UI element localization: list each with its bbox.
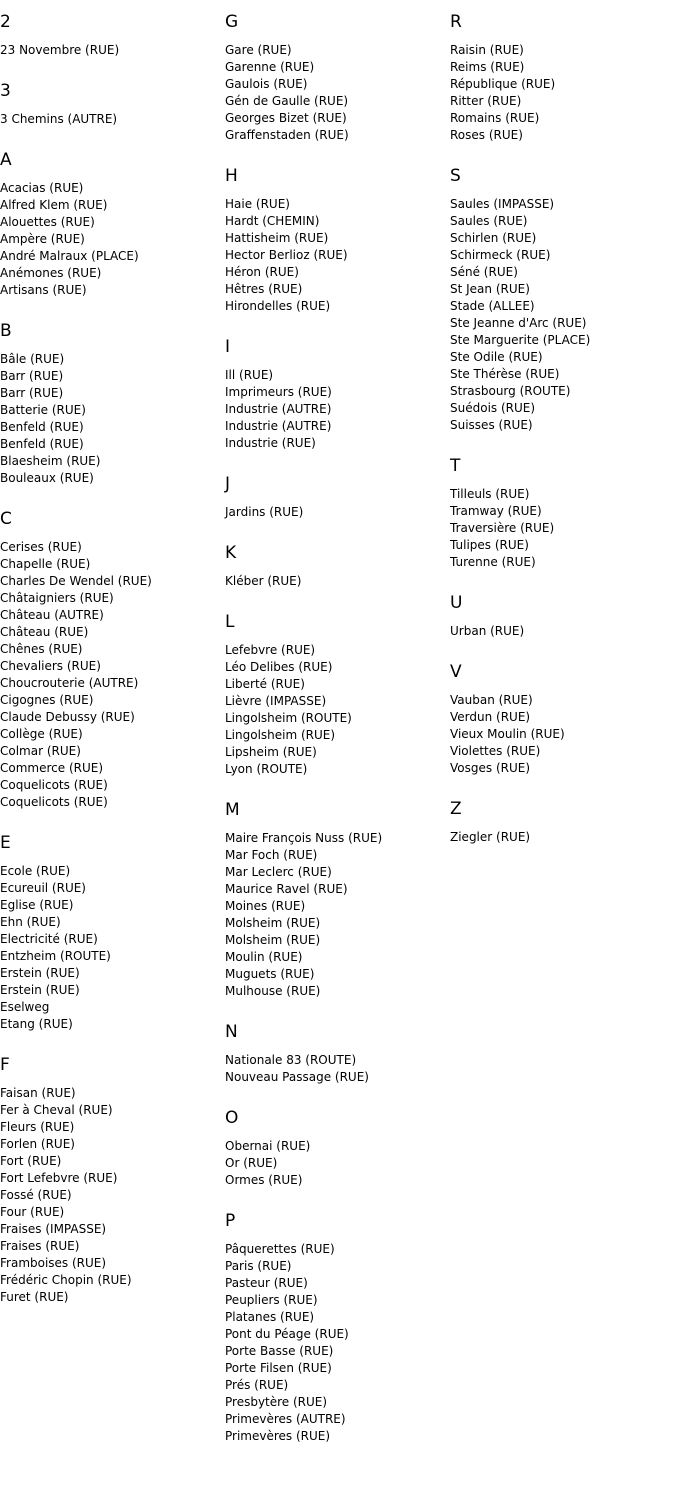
street-list-item: Héron (RUE): [225, 265, 299, 279]
street-list-item: Ste Jeanne d'Arc (RUE): [450, 316, 587, 330]
section-spacer: [225, 1189, 450, 1199]
street-list-item: Violettes (RUE): [450, 744, 541, 758]
street-list-item: Obernai (RUE): [225, 1139, 311, 1153]
street-list: [450, 196, 675, 434]
street-list-item: Paris (RUE): [225, 1259, 292, 1273]
street-list-item: Furet (RUE): [0, 1290, 69, 1304]
letter-section: [225, 325, 450, 462]
street-list-item: Mar Leclerc (RUE): [225, 865, 332, 879]
street-list-item: Benfeld (RUE): [0, 420, 84, 434]
street-list-item: Saules (IMPASSE): [450, 197, 555, 211]
street-list: [225, 504, 450, 521]
street-list-item: Kléber (RUE): [225, 574, 302, 588]
letter-section: [450, 787, 675, 856]
street-list-item: Mulhouse (RUE): [225, 984, 321, 998]
street-list-item: Hardt (CHEMIN): [225, 214, 320, 228]
section-letter-heading: J: [225, 474, 231, 494]
street-list-item: Vauban (RUE): [450, 693, 533, 707]
street-list-item: Mar Foch (RUE): [225, 848, 318, 862]
street-list-item: Coquelicots (RUE): [0, 778, 108, 792]
street-list-item: Framboises (RUE): [0, 1256, 107, 1270]
street-list-item: Strasbourg (ROUTE): [450, 384, 571, 398]
street-list-item: Artisans (RUE): [0, 283, 87, 297]
letter-section: [450, 581, 675, 650]
section-letter-heading: B: [0, 321, 12, 341]
letter-section: [225, 1199, 450, 1455]
street-list-item: Gén de Gaulle (RUE): [225, 94, 349, 108]
section-spacer: [450, 144, 675, 154]
street-list-item: Batterie (RUE): [0, 403, 86, 417]
street-list-item: Fleurs (RUE): [0, 1120, 75, 1134]
letter-section: [450, 154, 675, 444]
street-list-item: République (RUE): [450, 77, 556, 91]
street-list-item: Collège (RUE): [0, 727, 83, 741]
street-list-item: 3 Chemins (AUTRE): [0, 112, 118, 126]
street-list-item: Pont du Péage (RUE): [225, 1327, 349, 1341]
street-list-item: Tilleuls (RUE): [450, 487, 530, 501]
street-list-item: Moines (RUE): [225, 899, 306, 913]
section-spacer: [0, 59, 225, 69]
street-list-item: Colmar (RUE): [0, 744, 81, 758]
street-list-item: Chênes (RUE): [0, 642, 83, 656]
street-list-item: Eglise (RUE): [0, 898, 74, 912]
section-spacer: [0, 1306, 225, 1316]
street-list-item: Anémones (RUE): [0, 266, 102, 280]
street-list-item: Ste Marguerite (PLACE): [450, 333, 591, 347]
street-list-item: Ill (RUE): [225, 368, 274, 382]
letter-section: [0, 0, 225, 69]
letter-section: [0, 309, 225, 497]
street-list-item: Lyon (ROUTE): [225, 762, 308, 776]
street-list: [450, 623, 675, 640]
section-letter-heading: M: [225, 800, 240, 820]
street-index-column-3: [450, 0, 675, 856]
street-list-item: Eselweg: [0, 1000, 50, 1014]
section-letter-heading: E: [0, 833, 11, 853]
street-list-item: Lingolsheim (RUE): [225, 728, 336, 742]
section-letter-heading: C: [0, 509, 12, 529]
street-list-item: Coquelicots (RUE): [0, 795, 108, 809]
letter-section: [225, 788, 450, 1010]
section-spacer: [450, 777, 675, 787]
street-list-item: Industrie (AUTRE): [225, 402, 332, 416]
street-list: [0, 863, 225, 1033]
street-list-item: Presbytère (RUE): [225, 1395, 328, 1409]
street-list-item: Séné (RUE): [450, 265, 518, 279]
street-list-item: Gaulois (RUE): [225, 77, 308, 91]
street-list-item: Raisin (RUE): [450, 43, 524, 57]
street-list: [225, 1241, 450, 1445]
street-list-item: Stade (ALLEE): [450, 299, 535, 313]
street-list-item: Vieux Moulin (RUE): [450, 727, 565, 741]
street-index-column-2: [225, 0, 450, 1455]
street-list-item: Ampère (RUE): [0, 232, 85, 246]
street-list-item: Bouleaux (RUE): [0, 471, 94, 485]
street-list-item: Nationale 83 (ROUTE): [225, 1053, 357, 1067]
street-list-item: Cigognes (RUE): [0, 693, 94, 707]
section-letter-heading: A: [0, 150, 12, 170]
section-letter-heading: G: [225, 12, 239, 32]
street-list-item: Graffenstaden (RUE): [225, 128, 349, 142]
street-list-item: Benfeld (RUE): [0, 437, 84, 451]
street-list-item: Porte Filsen (RUE): [225, 1361, 332, 1375]
street-list: [225, 1052, 450, 1086]
street-list-item: Alfred Klem (RUE): [0, 198, 108, 212]
street-list-item: Peupliers (RUE): [225, 1293, 318, 1307]
street-list-item: Faisan (RUE): [0, 1086, 76, 1100]
street-list-item: Ste Odile (RUE): [450, 350, 543, 364]
section-spacer: [225, 521, 450, 531]
section-letter-heading: R: [450, 12, 462, 32]
street-list-item: Léo Delibes (RUE): [225, 660, 333, 674]
street-list-item: Fraises (IMPASSE): [0, 1222, 107, 1236]
street-list-item: Entzheim (ROUTE): [0, 949, 111, 963]
street-list-item: Fraises (RUE): [0, 1239, 80, 1253]
street-list-item: Claude Debussy (RUE): [0, 710, 135, 724]
street-list-item: Pâquerettes (RUE): [225, 1242, 335, 1256]
street-list-item: Lefebvre (RUE): [225, 643, 316, 657]
section-letter-heading: P: [225, 1211, 236, 1231]
street-list-item: Ecole (RUE): [0, 864, 71, 878]
street-list-item: Erstein (RUE): [0, 983, 80, 997]
street-list-item: Choucrouterie (AUTRE): [0, 676, 139, 690]
street-index-column-1: [0, 0, 225, 1316]
street-list-item: Moulin (RUE): [225, 950, 303, 964]
letter-section: [450, 0, 675, 154]
street-list-item: Suisses (RUE): [450, 418, 533, 432]
street-list-item: Hattisheim (RUE): [225, 231, 329, 245]
street-list-item: Château (AUTRE): [0, 608, 104, 622]
section-spacer: [0, 811, 225, 821]
section-spacer: [0, 1033, 225, 1043]
street-list-item: Haie (RUE): [225, 197, 290, 211]
street-list-item: Bâle (RUE): [0, 352, 65, 366]
street-list: [0, 111, 225, 128]
letter-section: [225, 154, 450, 325]
street-list-item: Hirondelles (RUE): [225, 299, 331, 313]
street-list-item: Fer à Cheval (RUE): [0, 1103, 113, 1117]
section-spacer: [0, 299, 225, 309]
street-list: [450, 486, 675, 571]
section-letter-heading: F: [0, 1055, 10, 1075]
street-list-item: Ziegler (RUE): [450, 830, 531, 844]
street-list-item: Tulipes (RUE): [450, 538, 529, 552]
street-list-item: Barr (RUE): [0, 386, 64, 400]
section-spacer: [225, 590, 450, 600]
street-list-item: Pasteur (RUE): [225, 1276, 308, 1290]
street-list-item: Lièvre (IMPASSE): [225, 694, 327, 708]
street-list-item: Ecureuil (RUE): [0, 881, 86, 895]
street-list: [225, 830, 450, 1000]
section-spacer: [225, 144, 450, 154]
street-list-item: Erstein (RUE): [0, 966, 80, 980]
street-list-item: Vosges (RUE): [450, 761, 531, 775]
street-list-item: Roses (RUE): [450, 128, 523, 142]
street-list-item: Maire François Nuss (RUE): [225, 831, 383, 845]
street-list-item: Fort Lefebvre (RUE): [0, 1171, 118, 1185]
street-list: [225, 367, 450, 452]
letter-section: [225, 531, 450, 600]
street-list-item: Lipsheim (RUE): [225, 745, 317, 759]
street-list: [450, 829, 675, 846]
section-letter-heading: 3: [0, 81, 11, 101]
street-list-item: Fossé (RUE): [0, 1188, 72, 1202]
street-list: [0, 351, 225, 487]
street-list: [225, 42, 450, 144]
street-list: [450, 42, 675, 144]
street-list-item: St Jean (RUE): [450, 282, 530, 296]
section-spacer: [225, 1445, 450, 1455]
street-list: [225, 642, 450, 778]
section-spacer: [0, 487, 225, 497]
street-list-item: Or (RUE): [225, 1156, 278, 1170]
letter-section: [225, 462, 450, 531]
section-spacer: [225, 1086, 450, 1096]
street-list-item: Liberté (RUE): [225, 677, 305, 691]
section-letter-heading: I: [225, 337, 231, 357]
street-list-item: Château (RUE): [0, 625, 89, 639]
street-list-item: Muguets (RUE): [225, 967, 315, 981]
street-list: [0, 180, 225, 299]
street-list-item: Ste Thérèse (RUE): [450, 367, 560, 381]
section-letter-heading: O: [225, 1108, 239, 1128]
street-list-item: Frédéric Chopin (RUE): [0, 1273, 132, 1287]
street-list-item: Barr (RUE): [0, 369, 64, 383]
section-letter-heading: K: [225, 543, 237, 563]
street-list-item: Tramway (RUE): [450, 504, 542, 518]
letter-section: [225, 1096, 450, 1199]
letter-section: [225, 0, 450, 154]
street-list-item: Traversière (RUE): [450, 521, 555, 535]
letter-section: [450, 650, 675, 787]
street-list-item: Etang (RUE): [0, 1017, 73, 1031]
street-list-item: Lingolsheim (ROUTE): [225, 711, 352, 725]
street-list-item: Garenne (RUE): [225, 60, 315, 74]
section-spacer: [450, 846, 675, 856]
letter-section: [0, 1043, 225, 1316]
street-list-item: Fort (RUE): [0, 1154, 62, 1168]
street-list: [450, 692, 675, 777]
street-list-item: Porte Basse (RUE): [225, 1344, 334, 1358]
street-list-item: Cerises (RUE): [0, 540, 82, 554]
street-list-item: Molsheim (RUE): [225, 916, 321, 930]
street-list-item: Saules (RUE): [450, 214, 528, 228]
street-list-item: Reims (RUE): [450, 60, 525, 74]
street-list-item: Primevères (RUE): [225, 1429, 331, 1443]
street-list-item: Chevaliers (RUE): [0, 659, 101, 673]
street-list-item: Industrie (AUTRE): [225, 419, 332, 433]
letter-section: [0, 821, 225, 1043]
street-list-item: Maurice Ravel (RUE): [225, 882, 348, 896]
letter-section: [225, 1010, 450, 1096]
street-list-item: Alouettes (RUE): [0, 215, 95, 229]
section-spacer: [0, 128, 225, 138]
street-list-item: André Malraux (PLACE): [0, 249, 139, 263]
street-list-item: Romains (RUE): [450, 111, 540, 125]
street-list-item: Châtaigniers (RUE): [0, 591, 114, 605]
section-letter-heading: U: [450, 593, 463, 613]
street-list-item: Hêtres (RUE): [225, 282, 303, 296]
street-list-item: Nouveau Passage (RUE): [225, 1070, 369, 1084]
street-list-item: Four (RUE): [0, 1205, 65, 1219]
section-letter-heading: V: [450, 662, 462, 682]
section-spacer: [450, 640, 675, 650]
section-letter-heading: T: [450, 456, 461, 476]
section-letter-heading: N: [225, 1022, 238, 1042]
street-list-item: Ritter (RUE): [450, 94, 522, 108]
street-list-item: Urban (RUE): [450, 624, 525, 638]
section-letter-heading: L: [225, 612, 235, 632]
letter-section: [225, 600, 450, 788]
street-list-item: Primevères (AUTRE): [225, 1412, 346, 1426]
street-list-item: Ehn (RUE): [0, 915, 61, 929]
section-spacer: [225, 1000, 450, 1010]
street-list-item: Hector Berlioz (RUE): [225, 248, 348, 262]
street-list-item: Prés (RUE): [225, 1378, 289, 1392]
street-list: [0, 539, 225, 811]
street-list: [225, 1138, 450, 1189]
street-list-item: Turenne (RUE): [450, 555, 536, 569]
section-spacer: [225, 778, 450, 788]
section-letter-heading: S: [450, 166, 461, 186]
street-list-item: Molsheim (RUE): [225, 933, 321, 947]
section-letter-heading: H: [225, 166, 238, 186]
street-list-item: Forlen (RUE): [0, 1137, 75, 1151]
section-spacer: [450, 434, 675, 444]
street-list-item: Charles De Wendel (RUE): [0, 574, 152, 588]
street-list: [225, 573, 450, 590]
street-list-item: Suédois (RUE): [450, 401, 536, 415]
street-list: [0, 1085, 225, 1306]
street-list-item: Platanes (RUE): [225, 1310, 315, 1324]
street-list-item: Schirlen (RUE): [450, 231, 537, 245]
street-list-item: Verdun (RUE): [450, 710, 531, 724]
letter-section: [0, 69, 225, 138]
street-list-item: Industrie (RUE): [225, 436, 316, 450]
street-list-item: Georges Bizet (RUE): [225, 111, 347, 125]
section-letter-heading: 2: [0, 12, 11, 32]
street-list-item: Blaesheim (RUE): [0, 454, 101, 468]
street-list-item: Chapelle (RUE): [0, 557, 91, 571]
street-list-item: Acacias (RUE): [0, 181, 84, 195]
street-list-item: 23 Novembre (RUE): [0, 43, 120, 57]
street-list-item: Ormes (RUE): [225, 1173, 303, 1187]
street-list-item: Commerce (RUE): [0, 761, 104, 775]
section-letter-heading: Z: [450, 799, 462, 819]
street-list-item: Schirmeck (RUE): [450, 248, 551, 262]
street-list-item: Imprimeurs (RUE): [225, 385, 332, 399]
street-list-item: Jardins (RUE): [225, 505, 304, 519]
section-spacer: [450, 571, 675, 581]
letter-section: [0, 497, 225, 821]
section-spacer: [225, 315, 450, 325]
letter-section: [450, 444, 675, 581]
section-spacer: [225, 452, 450, 462]
street-list: [0, 42, 225, 59]
street-list-item: Gare (RUE): [225, 43, 292, 57]
street-list: [225, 196, 450, 315]
letter-section: [0, 138, 225, 309]
street-list-item: Electricité (RUE): [0, 932, 98, 946]
